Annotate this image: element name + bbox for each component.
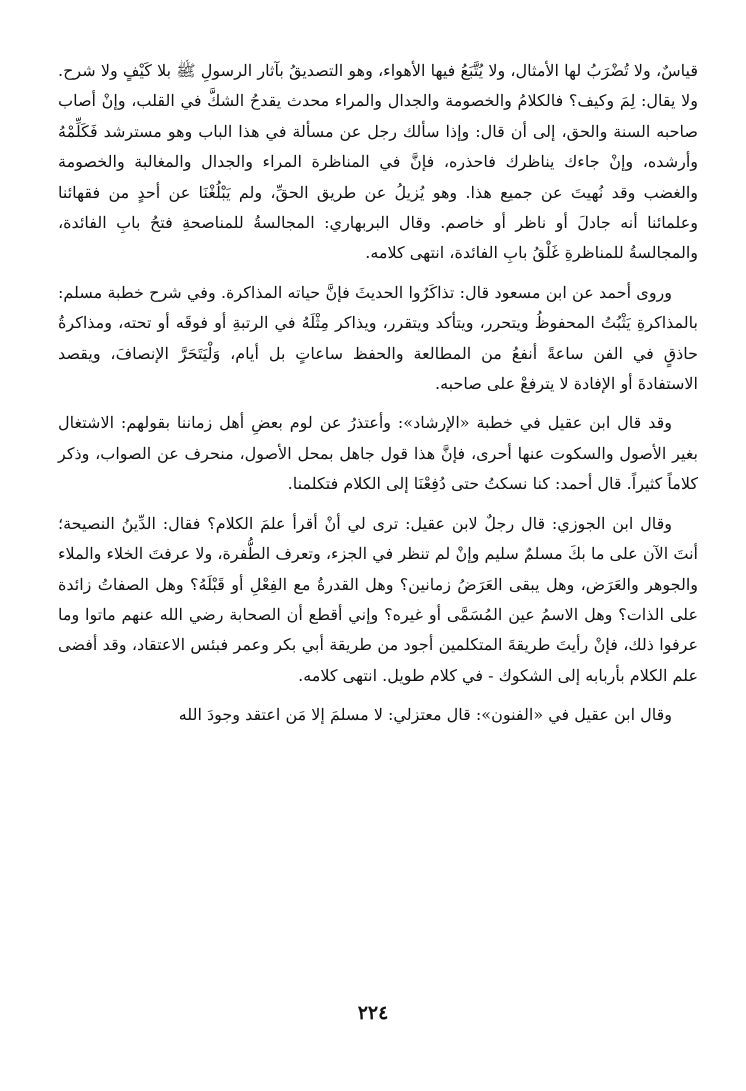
page-body [58,56,698,740]
paragraph-3: وقد قال ابن عقيل في خطبة «الإرشاد»: وأعتذرُ عن لوم بعضِ أهل زماننا بقولهم: الاشتغال بغير الأصول والسكوت عنها أحرى، فإنَّ هذا قول جاهل بمحل الأصول، منحرف عن الصواب، وذكر كلاماً كثيراً. قال أحمد: كنا نسكتُ حتى دُفِعْنَا إلى الكلام فتكلمنا. [58,413,699,494]
paragraph-5: وقال ابن عقيل في «الفنون»: قال معتزلي: لا مسلمَ إلا مَن اعتقد وجودَ الله [178,705,672,725]
paragraph-4: وقال ابن الجوزي: قال رجلٌ لابن عقيل: ترى لي أنْ أقرأ علمَ الكلام؟ فقال: الدِّينُ النصيحة؛ أنتَ الآن على ما بكَ مسلمٌ سليم وإنْ لم تنظر في الجزء، وتعرف الطُّفرة، ولا عرفتَ الخلاء والملاء والجوهر والعَرَض، وهل يبقى العَرَضُ زمانين؟ وهل القدرةُ مع الفِعْلِ أو قَبْلَهُ؟ وهل الصفاتُ زائدة على الذات؟ وهل الاسمُ عين المُسَمَّى أو غيره؟ وإني أقطع أن الصحابة رضي الله عنهم ماتوا وما عرفوا ذلك، فإنْ رأيتَ طريقةَ المتكلمين أجود من طريقة أبي بكر وعمر فبئس الاعتقاد، وقد أفضى علم الكلام بأربابه إلى الشكوك - في كلام طويل. انتهى كلامه. [58,513,699,685]
page-number: ٢٢٤ [357,1002,389,1024]
paragraph-1: قياسٌ، ولا تُضْرَبُ لها الأمثال، ولا يُتَّبَعُ فيها الأهواء، وهو التصديقُ بآثار الرسولِ ﷺ بلا كَيْفٍ ولا شرح. ولا يقال: لِمَ وكيف؟ فالكلامُ والخصومة والجدال والمراء محدث يقدحُ الشكَّ في القلب، وإنْ أصاب صاحبه السنة والحق، إلى أن قال: وإذا سألك رجل عن مسألة في هذا الباب وهو مسترشد فَكَلِّمْهُ وأرشده، وإنْ جاءك يناظرك فاحذره، فإنَّ في المناظرة المراء والجدال والمغالبة والخصومة والغضب وقد نُهيتَ عن جميع هذا. وهو يُزيلُ عن طريق الحقِّ، ولم يَبْلُغْنَا عن أحدٍ من فقهائنا وعلمائنا أنه جادلَ أو ناظر أو خاصم. وقال البربهاري: المجالسةُ للمناصحةِ فتحُ بابِ الفائدة، والمجالسةُ للمناظرةِ غَلْقُ بابِ الفائدة، انتهى كلامه. [58,61,699,263]
paragraph-2: وروى أحمد عن ابن مسعود قال: تذاكَرُوا الحديثَ فإنَّ حياته المذاكرة. وفي شرح خطبة مسلم: بالمذاكرةِ يَثْبُتُ المحفوظُ ويتحرر، ويتأكد ويتقرر، ويذاكر مِثْلَهُ في الرتبةِ أو فوقَه أو تحته، ومذاكرةُ حاذقٍ في الفن ساعةً أنفعُ من المطالعة والحفظ ساعاتٍ بل أيام، وَلْيَتَحَرَّ الإنصافَ، ويقصد الاستفادةَ أو الإفادة لا يترفعْ على صاحبه. [58,282,699,394]
